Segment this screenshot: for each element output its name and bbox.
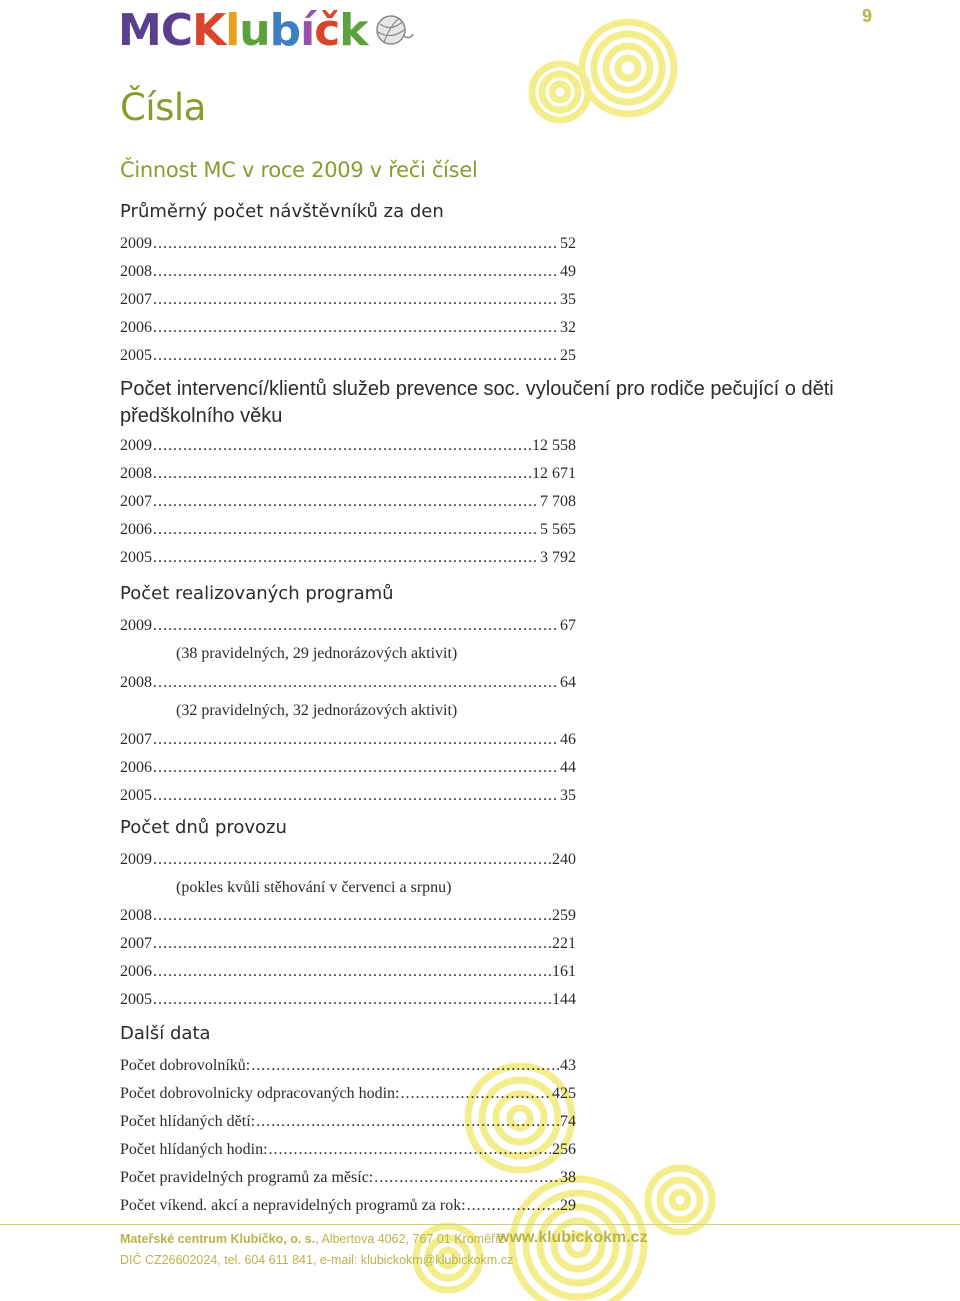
footer-address bbox=[120, 1232, 505, 1246]
row-label: 2008 bbox=[120, 674, 152, 691]
row-label: 2007 bbox=[120, 291, 152, 308]
logo-letter: č bbox=[314, 4, 340, 56]
list-item bbox=[120, 263, 576, 281]
row-value: 12 558 bbox=[532, 437, 576, 454]
footer-org-name: Mateřské centrum Klubíčko, o. s. bbox=[120, 1232, 316, 1246]
row-label: 2006 bbox=[120, 759, 152, 776]
row-value: 259 bbox=[552, 907, 576, 924]
footer-address-text: , Albertova 4062, 767 01 Kroměříž bbox=[315, 1232, 505, 1246]
row-value: 256 bbox=[552, 1141, 576, 1158]
list-item bbox=[120, 291, 576, 309]
website-link[interactable]: www.klubickokm.cz bbox=[497, 1229, 648, 1246]
row-label: 2006 bbox=[120, 319, 152, 336]
list-item bbox=[120, 1169, 576, 1187]
row-value: 52 bbox=[560, 235, 576, 252]
row-value: 425 bbox=[552, 1085, 576, 1102]
row-label: 2005 bbox=[120, 787, 152, 804]
row-label: Počet víkend. akcí a nepravidelných programů za rok: bbox=[120, 1197, 466, 1214]
row-note: (pokles kvůli stěhování v červenci a srpnu) bbox=[176, 879, 452, 896]
heading-days: Počet dnů provozu bbox=[120, 817, 287, 838]
row-value: 44 bbox=[560, 759, 576, 776]
list-item bbox=[120, 935, 576, 953]
row-value: 67 bbox=[560, 617, 576, 634]
row-label: 2007 bbox=[120, 731, 152, 748]
row-value: 74 bbox=[560, 1113, 576, 1130]
logo-letter: l bbox=[225, 4, 240, 56]
list-item bbox=[120, 851, 576, 869]
row-label: Počet pravidelných programů za měsíc: bbox=[120, 1169, 374, 1186]
row-label: 2006 bbox=[120, 521, 152, 538]
logo-letter: u bbox=[239, 4, 270, 56]
row-value: 49 bbox=[560, 263, 576, 280]
heading-other: Další data bbox=[120, 1023, 211, 1044]
list-item bbox=[120, 1085, 576, 1103]
row-value: 43 bbox=[560, 1057, 576, 1074]
row-value: 32 bbox=[560, 319, 576, 336]
row-label: 2007 bbox=[120, 935, 152, 952]
row-label: Počet hlídaných hodin: bbox=[120, 1141, 268, 1158]
list-item bbox=[120, 521, 576, 539]
row-value: 64 bbox=[560, 674, 576, 691]
row-label: 2006 bbox=[120, 963, 152, 980]
list-item bbox=[120, 617, 576, 635]
row-value: 12 671 bbox=[532, 465, 576, 482]
list-item bbox=[120, 347, 576, 365]
row-label: 2009 bbox=[120, 617, 152, 634]
row-label: 2009 bbox=[120, 437, 152, 454]
row-label: 2009 bbox=[120, 851, 152, 868]
row-value: 7 708 bbox=[540, 493, 576, 510]
logo bbox=[118, 2, 414, 58]
row-note: (32 pravidelných, 32 jednorázových aktivit) bbox=[176, 702, 458, 719]
list-item bbox=[120, 731, 576, 749]
row-label: 2008 bbox=[120, 465, 152, 482]
logo-letter: K bbox=[192, 4, 226, 56]
list-item bbox=[120, 1197, 576, 1215]
row-label: 2009 bbox=[120, 235, 152, 252]
row-label: Počet hlídaných dětí: bbox=[120, 1113, 256, 1130]
list-item bbox=[120, 1057, 576, 1075]
heading-interventions: Počet intervencí/klientů služeb prevence soc. vyloučení pro rodiče pečující o děti předškolního věku bbox=[120, 378, 834, 427]
list-item bbox=[120, 437, 576, 455]
section-subtitle: Činnost MC v roce 2009 v řeči čísel bbox=[120, 158, 478, 182]
logo-mc: MC bbox=[118, 4, 193, 56]
list-item bbox=[120, 674, 576, 692]
list-item bbox=[120, 963, 576, 981]
row-value: 35 bbox=[560, 787, 576, 804]
list-item bbox=[120, 1113, 576, 1131]
row-value: 240 bbox=[552, 851, 576, 868]
logo-letter: í bbox=[300, 4, 315, 56]
row-value: 144 bbox=[552, 991, 576, 1008]
row-value: 3 792 bbox=[540, 549, 576, 566]
list-item bbox=[120, 787, 576, 805]
row-value: 221 bbox=[552, 935, 576, 952]
row-label: 2008 bbox=[120, 263, 152, 280]
row-value: 161 bbox=[552, 963, 576, 980]
row-label: 2007 bbox=[120, 493, 152, 510]
heading-visitors: Průměrný počet návštěvníků za den bbox=[120, 201, 444, 222]
row-value: 29 bbox=[560, 1197, 576, 1214]
row-value: 46 bbox=[560, 731, 576, 748]
list-item bbox=[120, 549, 576, 567]
footer-divider bbox=[0, 1224, 960, 1225]
list-item bbox=[120, 465, 576, 483]
row-value: 5 565 bbox=[540, 521, 576, 538]
row-label: Počet dobrovolnicky odpracovaných hodin: bbox=[120, 1085, 400, 1102]
list-item bbox=[120, 991, 576, 1009]
logo-letter: b bbox=[269, 4, 301, 56]
row-label: 2005 bbox=[120, 549, 152, 566]
list-item bbox=[120, 759, 576, 777]
list-item bbox=[120, 493, 576, 511]
row-value: 25 bbox=[560, 347, 576, 364]
page-number: 9 bbox=[861, 6, 872, 26]
logo-letter: k bbox=[339, 4, 368, 56]
list-item bbox=[120, 1141, 576, 1159]
row-value: 38 bbox=[560, 1169, 576, 1186]
page-title: Čísla bbox=[120, 86, 206, 129]
row-value: 35 bbox=[560, 291, 576, 308]
row-label: 2005 bbox=[120, 347, 152, 364]
yarn-ball-icon bbox=[374, 12, 414, 48]
list-item bbox=[120, 907, 576, 925]
footer-contact: DIČ CZ26602024, tel. 604 611 841, e-mail: klubickokm@klubickokm.cz bbox=[120, 1253, 514, 1267]
heading-programs: Počet realizovaných programů bbox=[120, 583, 394, 604]
row-note: (38 pravidelných, 29 jednorázových aktivit) bbox=[176, 645, 458, 662]
list-item bbox=[120, 319, 576, 337]
row-label: Počet dobrovolníků: bbox=[120, 1057, 251, 1074]
row-label: 2005 bbox=[120, 991, 152, 1008]
list-item bbox=[120, 235, 576, 253]
row-label: 2008 bbox=[120, 907, 152, 924]
